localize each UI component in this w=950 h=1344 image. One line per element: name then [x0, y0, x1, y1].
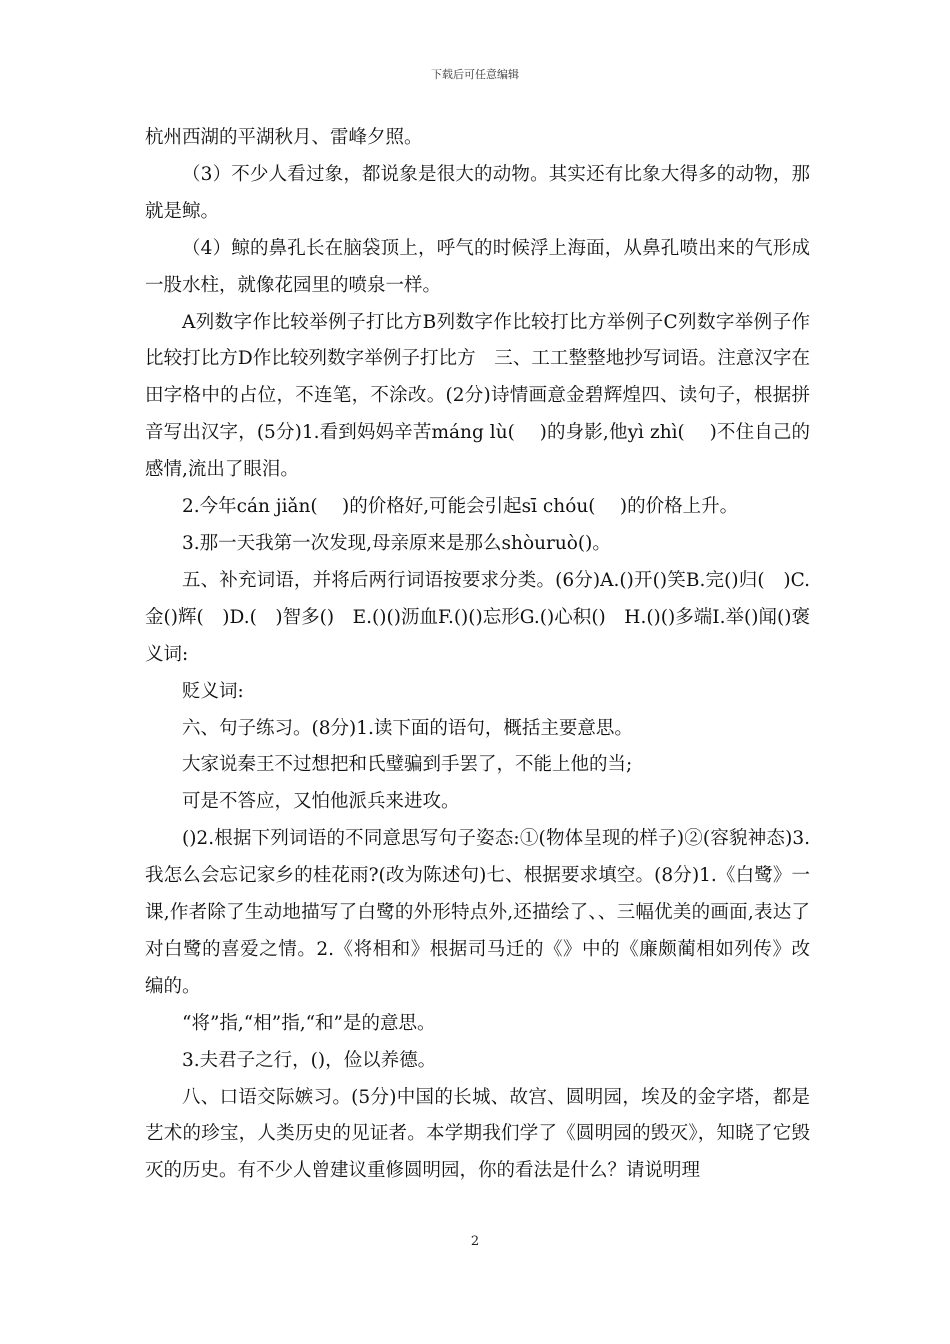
paragraph-15: 八、口语交际嫉习。(5分)中国的长城、故宫、圆明园，埃及的金字塔，都是艺术的珍宝，人类历史的见证者。本学期我们学了《圆明园的毁灭》，知晓了它毁灭的历史。有不少人曾建议重修圆明园，你的看法是什么？请说明理 — [145, 1086, 810, 1182]
paragraph-5: 2.今年cán jiǎn( )的价格好,可能会引起sī chóu( )的价格上升。 — [182, 496, 739, 518]
document-body — [145, 120, 810, 1190]
paragraph-12: ()2.根据下列词语的不同意思写句子姿态:①(物体呈现的样子)②(容貌神态)3.我怎么会忘记家乡的桂花雨?(改为陈述句)七、根据要求填空。(8分)1.《白鹭》一课,作者除了生动地描写了白鹭的外形特点外,还描绘了、、三幅优美的画面,表达了对白鹭的喜爱之情。2.《将相和》根据司马迁的《》中的《廉颇蔺相如列传》改编的。 — [145, 828, 810, 997]
paragraph-1: 杭州西湖的平湖秋月、雷峰夕照。 — [145, 127, 423, 148]
paragraph-2: （3）不少人看过象，都说象是很大的动物。其实还有比象大得多的动物，那就是鲸。 — [145, 163, 810, 222]
paragraph-7: 五、补充词语，并将后两行词语按要求分类。(6分)A.()开()笑B.完()归( )C.金()辉( )D.( )智多() E.()()沥血F.()()忘形G.()心积() H.()()多端I.举()闻()褒义词: — [145, 569, 810, 665]
paragraph-14: 3.夫君子之行，()，俭以养德。 — [182, 1049, 437, 1071]
paragraph-8: 贬义词: — [182, 680, 244, 702]
paragraph-4: A列数字作比较举例子打比方B列数字作比较打比方举例子C列数字举例子作比较打比方D作比较列数字举例子打比方 三、工工整整地抄写词语。注意汉字在田字格中的占位，不连笔，不涂改。(2分)诗情画意金碧辉煌四、读句子，根据拼音写出汉字，(5分)1.看到妈妈辛苦máng lù( )的身影,他yì zhì( )不住自己的感情,流出了眼泪。 — [145, 311, 810, 481]
page-header-note: 下载后可任意编辑 — [431, 68, 519, 81]
paragraph-13: “将”指,“相”指,“和”是的意思。 — [182, 1012, 436, 1034]
paragraph-6: 3.那一天我第一次发现,母亲原来是那么shòuruò()。 — [182, 532, 611, 554]
paragraph-11: 可是不答应，又怕他派兵来进攻。 — [182, 791, 460, 813]
paragraph-9: 六、句子练习。(8分)1.读下面的语句，概括主要意思。 — [182, 717, 633, 739]
paragraph-10: 大家说秦王不过想把和氏璧骗到手罢了，不能上他的当; — [182, 754, 633, 776]
paragraph-3: （4）鲸的鼻孔长在脑袋顶上，呼气的时候浮上海面，从鼻孔喷出来的气形成一股水柱，就像花园里的喷泉一样。 — [145, 237, 810, 296]
page-number: 2 — [470, 1234, 480, 1249]
